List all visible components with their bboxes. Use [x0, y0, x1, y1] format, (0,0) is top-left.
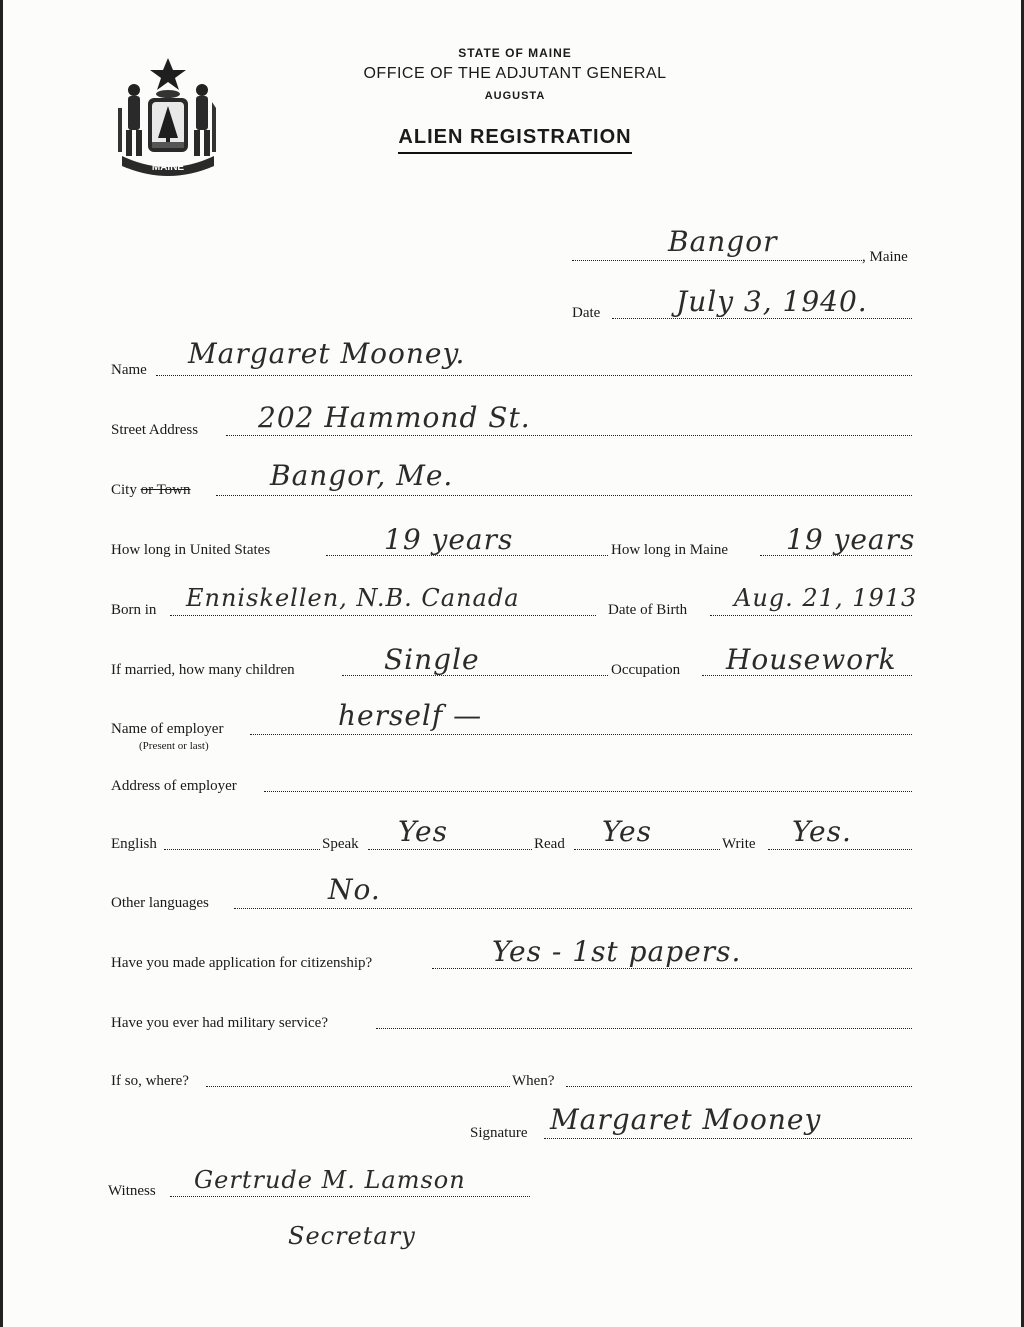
- street-address-line: [226, 435, 912, 436]
- name-line: [156, 375, 912, 376]
- employer-label: Name of employer: [111, 721, 224, 737]
- birthplace-line: [170, 615, 596, 616]
- employer-sublabel: (Present or last): [139, 740, 209, 752]
- children-label: If married, how many children: [111, 662, 295, 678]
- city-label-text: City: [111, 482, 137, 498]
- state-heading: STATE OF MAINE: [458, 46, 572, 60]
- date-of-birth-line: [710, 615, 912, 616]
- military-service-label: Have you ever had military service?: [111, 1015, 328, 1031]
- city-label-struck-text: or Town: [140, 482, 191, 498]
- place-value: Bangor: [668, 225, 778, 258]
- document-header: [340, 44, 690, 154]
- date-label: Date: [572, 305, 601, 321]
- city-line: [216, 495, 912, 496]
- place-line: [572, 260, 862, 261]
- write-value: Yes.: [792, 815, 852, 848]
- signature-value: Margaret Mooney: [550, 1103, 822, 1136]
- witness-title: Secretary: [288, 1222, 416, 1250]
- write-label: Write: [722, 836, 756, 852]
- place-suffix-label: , Maine: [862, 249, 908, 265]
- witness-value: Gertrude M. Lamson: [194, 1166, 466, 1194]
- speak-value: Yes: [398, 815, 448, 848]
- city-value: Bangor, Me.: [270, 459, 454, 492]
- years-in-maine-value: 19 years: [786, 523, 916, 556]
- children-value: Single: [384, 643, 480, 676]
- years-in-us-label: How long in United States: [111, 542, 271, 558]
- city-label: [111, 481, 191, 499]
- signature-label: Signature: [470, 1125, 528, 1141]
- write-line: [768, 849, 912, 850]
- service-when-line: [566, 1086, 912, 1087]
- document-title: ALIEN REGISTRATION: [398, 126, 631, 154]
- office-heading: OFFICE OF THE ADJUTANT GENERAL: [363, 65, 667, 82]
- svg-text:MAINE: MAINE: [151, 162, 185, 173]
- occupation-value: Housework: [726, 643, 897, 676]
- employer-line: [250, 734, 912, 735]
- read-line: [574, 849, 720, 850]
- birthplace-label: Born in: [111, 602, 157, 618]
- other-languages-value: No.: [328, 873, 381, 906]
- date-of-birth-value: Aug. 21, 1913: [734, 584, 918, 612]
- occupation-label: Occupation: [611, 662, 681, 678]
- witness-line: [170, 1196, 530, 1197]
- service-where-label: If so, where?: [111, 1073, 189, 1089]
- other-languages-label: Other languages: [111, 895, 209, 911]
- birthplace-value: Enniskellen, N.B. Canada: [186, 584, 520, 612]
- service-when-label: When?: [512, 1073, 555, 1089]
- years-in-us-value: 19 years: [384, 523, 514, 556]
- service-where-line: [206, 1086, 510, 1087]
- employer-address-label: Address of employer: [111, 778, 237, 794]
- speak-label: Speak: [322, 836, 359, 852]
- witness-label: Witness: [108, 1183, 156, 1199]
- date-value: July 3, 1940.: [676, 285, 868, 318]
- name-label: Name: [111, 362, 147, 378]
- employer-value: herself —: [338, 699, 483, 732]
- years-in-maine-label: How long in Maine: [611, 542, 729, 558]
- military-service-line: [376, 1028, 912, 1029]
- street-address-label: Street Address: [111, 422, 199, 438]
- city-heading: AUGUSTA: [484, 90, 546, 102]
- employer-address-line: [264, 791, 912, 792]
- citizenship-line: [432, 968, 912, 969]
- english-label: English: [111, 836, 157, 852]
- read-label: Read: [534, 836, 565, 852]
- other-languages-line: [234, 908, 912, 909]
- citizenship-label: Have you made application for citizenship?: [111, 955, 373, 971]
- citizenship-value: Yes - 1st papers.: [492, 935, 742, 968]
- street-address-value: 202 Hammond St.: [258, 401, 531, 434]
- date-of-birth-label: Date of Birth: [608, 602, 688, 618]
- signature-line: [544, 1138, 912, 1139]
- maine-seal-image: [112, 56, 224, 184]
- date-line: [612, 318, 912, 319]
- english-line: [164, 849, 320, 850]
- speak-line: [368, 849, 532, 850]
- read-value: Yes: [602, 815, 652, 848]
- name-value: Margaret Mooney.: [188, 337, 466, 370]
